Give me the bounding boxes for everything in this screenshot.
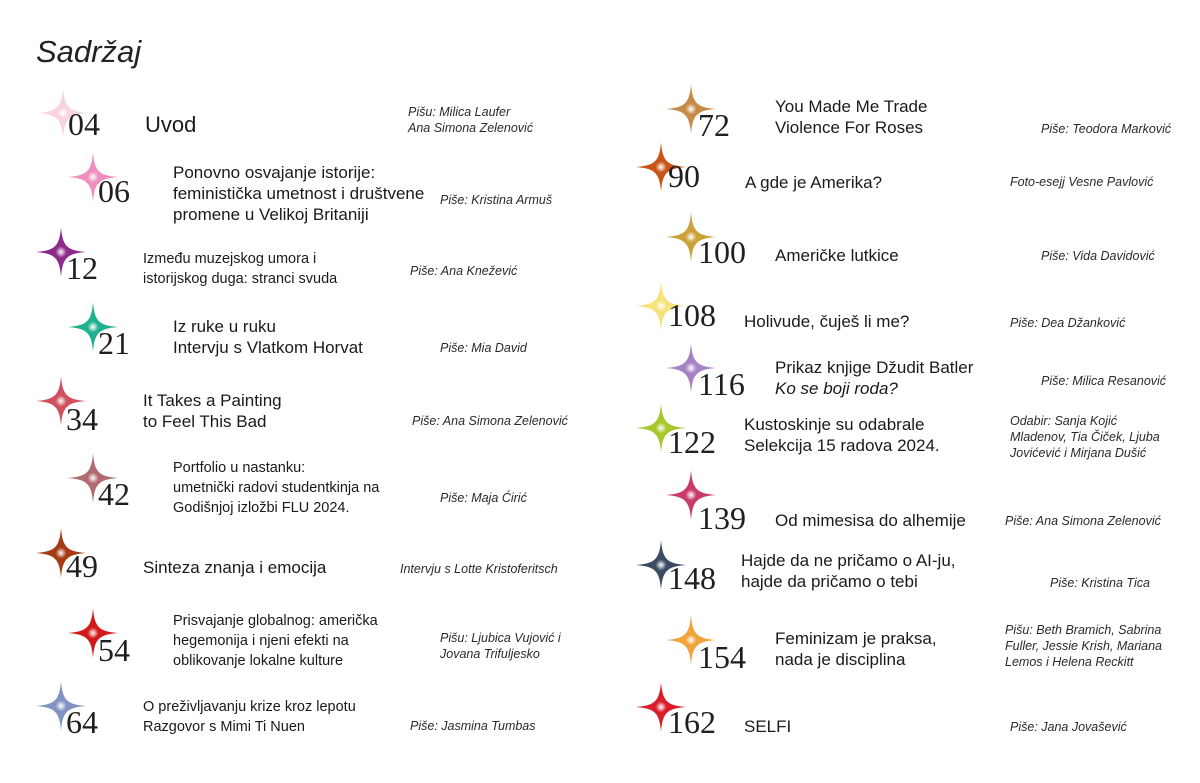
page-number: 21 [98,325,130,361]
article-author-line: Piše: Dea Džanković [1010,316,1126,330]
page-number: 122 [668,424,716,460]
article-author [1010,719,1127,735]
article-title [143,249,337,289]
article-author [440,630,561,662]
article-title-line: Kustoskinje su odabrale [744,415,925,434]
page-number: 116 [698,366,745,402]
article-author [1005,622,1162,670]
article-author [408,104,533,136]
page-number: 139 [698,500,746,536]
article-title-line: hegemonija i njeni efekti na [173,633,349,649]
article-author-line: Foto-esejj Vesne Pavlović [1010,175,1154,189]
article-title-line: Holivude, čuješ li me? [744,312,910,331]
article-author-line: Piše: Teodora Marković [1041,122,1172,136]
page-number: 12 [66,250,98,286]
article-author [1041,121,1171,137]
article-title-line: Iz ruke u ruku [173,317,276,336]
article-author-line: Piše: Ana Simona Zelenović [412,414,568,428]
article-author-line: Piše: Jana Jovašević [1010,720,1127,734]
article-title [744,716,791,737]
page-number: 64 [66,704,98,740]
article-author [1010,315,1125,331]
article-title [173,611,378,671]
article-title-line: A gde je Amerika? [745,173,883,192]
article-title [745,172,882,193]
article-title [145,112,196,138]
page-number: 162 [668,704,716,740]
article-author-line: Piše: Kristina Armuš [440,193,553,207]
article-author-line: Mladenov, Tia Čiček, Ljuba [1010,430,1160,444]
article-title [744,311,909,332]
page-number: 148 [668,560,716,596]
article-title-line: oblikovanje lokalne kulture [173,653,344,669]
article-title-line: Selekcija 15 radova 2024. [744,436,940,455]
article-title-line: Uvod [145,112,197,137]
article-title-line: feministička umetnost i društvene [173,184,425,203]
article-title-line: Godišnjoj izložbi FLU 2024. [173,500,350,516]
article-title-line: Portfolio u nastanku: [173,460,306,476]
article-title-line: Razgovor s Mimi Ti Nuen [143,719,305,735]
article-title [775,510,966,531]
article-author-line: Piše: Ana Simona Zelenović [1005,514,1161,528]
article-title-line: Između muzejskog umora i [143,251,317,267]
article-author-line: Piše: Ana Knežević [410,264,518,278]
article-author-line: Lemos i Helena Reckitt [1005,655,1134,669]
article-author-line: Piše: Maja Ćirić [440,491,527,505]
article-author [410,718,536,734]
article-author-line: Pišu: Beth Bramich, Sabrina [1005,623,1162,637]
article-title-line: Violence For Roses [775,118,924,137]
article-title-line: SELFI [744,717,792,736]
page-number: 90 [668,158,700,194]
page-number: 100 [698,234,746,270]
page-number: 49 [66,548,98,584]
article-title [741,550,956,592]
article-author [1041,373,1166,389]
article-author [440,340,527,356]
article-title-line: Prisvajanje globalnog: američka [173,613,378,629]
article-title-line: You Made Me Trade [775,97,928,116]
page-number: 154 [698,639,746,675]
article-title-line: Ko se boji roda? [775,379,898,398]
article-title [775,357,973,399]
page-title: Sadržaj [36,34,142,69]
article-title [173,162,424,225]
article-title [143,390,282,432]
page-number: 04 [68,106,100,142]
article-author-line: Jovićević i Mirjana Dušić [1010,446,1147,460]
article-author-line: Ana Simona Zelenović [408,121,534,135]
article-title-line: Ponovno osvajanje istorije: [173,163,376,182]
page-number: 72 [698,107,730,143]
article-author-line: Intervju s Lotte Kristoferitsch [400,562,558,576]
article-title-line: Intervju s Vlatkom Horvat [173,338,363,357]
article-title [775,628,937,670]
article-author [1010,413,1160,461]
article-author-line: Piše: Kristina Tica [1050,576,1150,590]
article-title-line: to Feel This Bad [143,412,267,431]
article-author-line: Pišu: Ljubica Vujović i [440,631,561,645]
article-author [440,192,552,208]
article-author-line: Fuller, Jessie Krish, Mariana [1005,639,1163,653]
article-author-line: Piše: Jasmina Tumbas [410,719,536,733]
article-title [173,458,379,518]
article-title-line: nada je disciplina [775,650,906,669]
page-number: 06 [98,173,130,209]
article-title [143,557,326,578]
article-title-line: It Takes a Painting [143,391,282,410]
page-number: 108 [668,297,716,333]
article-author [410,263,517,279]
article-author [1005,513,1161,529]
article-title-line: Hajde da ne pričamo o AI-ju, [741,551,956,570]
article-title-line: promene u Velikoj Britaniji [173,205,369,224]
article-author-line: Piše: Vida Davidović [1041,249,1155,263]
article-author [1050,575,1150,591]
article-author [1010,174,1153,190]
article-title [744,414,940,456]
article-author [440,490,527,506]
article-title [173,316,363,358]
article-title-line: istorijskog duga: stranci svuda [143,271,338,287]
article-title-line: Sinteza znanja i emocija [143,558,327,577]
article-author [412,413,568,429]
article-title [143,697,356,737]
article-author-line: Pišu: Milica Laufer [408,105,511,119]
article-title-line: Feminizam je praksa, [775,629,937,648]
page-number: 34 [66,401,98,437]
article-title-line: O preživljavanju krize kroz lepotu [143,699,356,715]
article-title-line: Američke lutkice [775,246,899,265]
article-author-line: Piše: Milica Resanović [1041,374,1167,388]
page-number: 42 [98,476,130,512]
article-title-line: Od mimesisa do alhemije [775,511,966,530]
article-author [1041,248,1155,264]
article-title [775,245,899,266]
article-title-line: Prikaz knjige Džudit Batler [775,358,974,377]
article-author [400,561,558,577]
article-author-line: Jovana Trifuljesko [440,647,540,661]
article-title-line: umetnički radovi studentkinja na [173,480,380,496]
article-author-line: Odabir: Sanja Kojić [1010,414,1118,428]
article-title [775,96,927,138]
article-author-line: Piše: Mia David [440,341,527,355]
page-number: 54 [98,632,130,668]
article-title-line: hajde da pričamo o tebi [741,572,918,591]
